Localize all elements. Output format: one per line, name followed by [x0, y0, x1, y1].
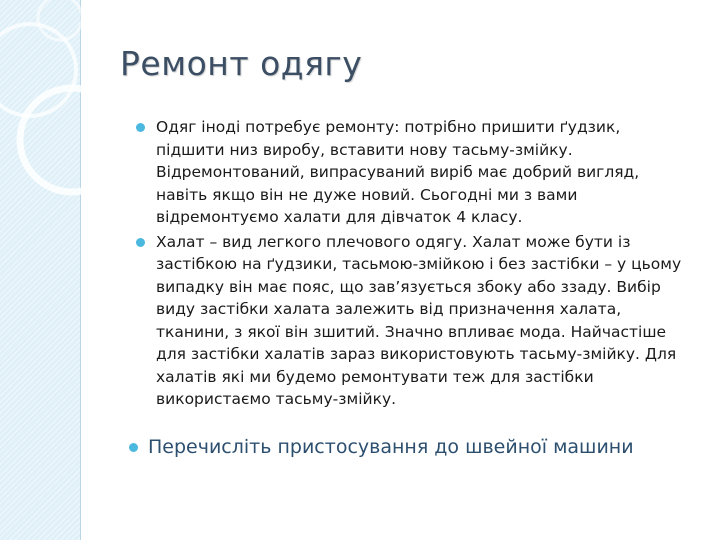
bullet-text: Одяг іноді потребує ремонту: потрібно пришити ґудзик, підшити низ виробу, вставити нову тасьму-змійку. Відремонтований, випрасуваний виріб має добрий вигляд, навіть якщо він не дуже новий. Сьогодні ми з вами відремонтуємо халати для дівчаток 4 класу. [156, 118, 640, 226]
bullet-dot-icon [129, 443, 138, 452]
highlight-bullet [120, 434, 720, 460]
bullet-list [130, 116, 692, 411]
bullet-dot-icon [136, 238, 145, 247]
bullet-item [130, 231, 692, 411]
slide-title: Ремонт одягу [120, 44, 363, 83]
highlight-text: Перечисліть пристосування до швейної машини [148, 436, 634, 458]
bullet-item [130, 116, 692, 229]
decorative-circles [0, 0, 120, 200]
bullet-text: Халат – вид легкого плечового одягу. Халат може бути із застібкою на ґудзики, тасьмою-змійкою і без застібки – у цьому випадку він має пояс, що зав’язується збоку або ззаду. Вибір виду застібки халата залежить від призначення халата, тканини, з якої він зшитий. Значно впливає мода. Найчастіше для застібки халатів зараз використовують тасьму-змійку. Для халатів які ми будемо ремонтувати теж для застібки використаємо тасьму-змійку. [156, 232, 682, 408]
bullet-dot-icon [136, 123, 145, 132]
